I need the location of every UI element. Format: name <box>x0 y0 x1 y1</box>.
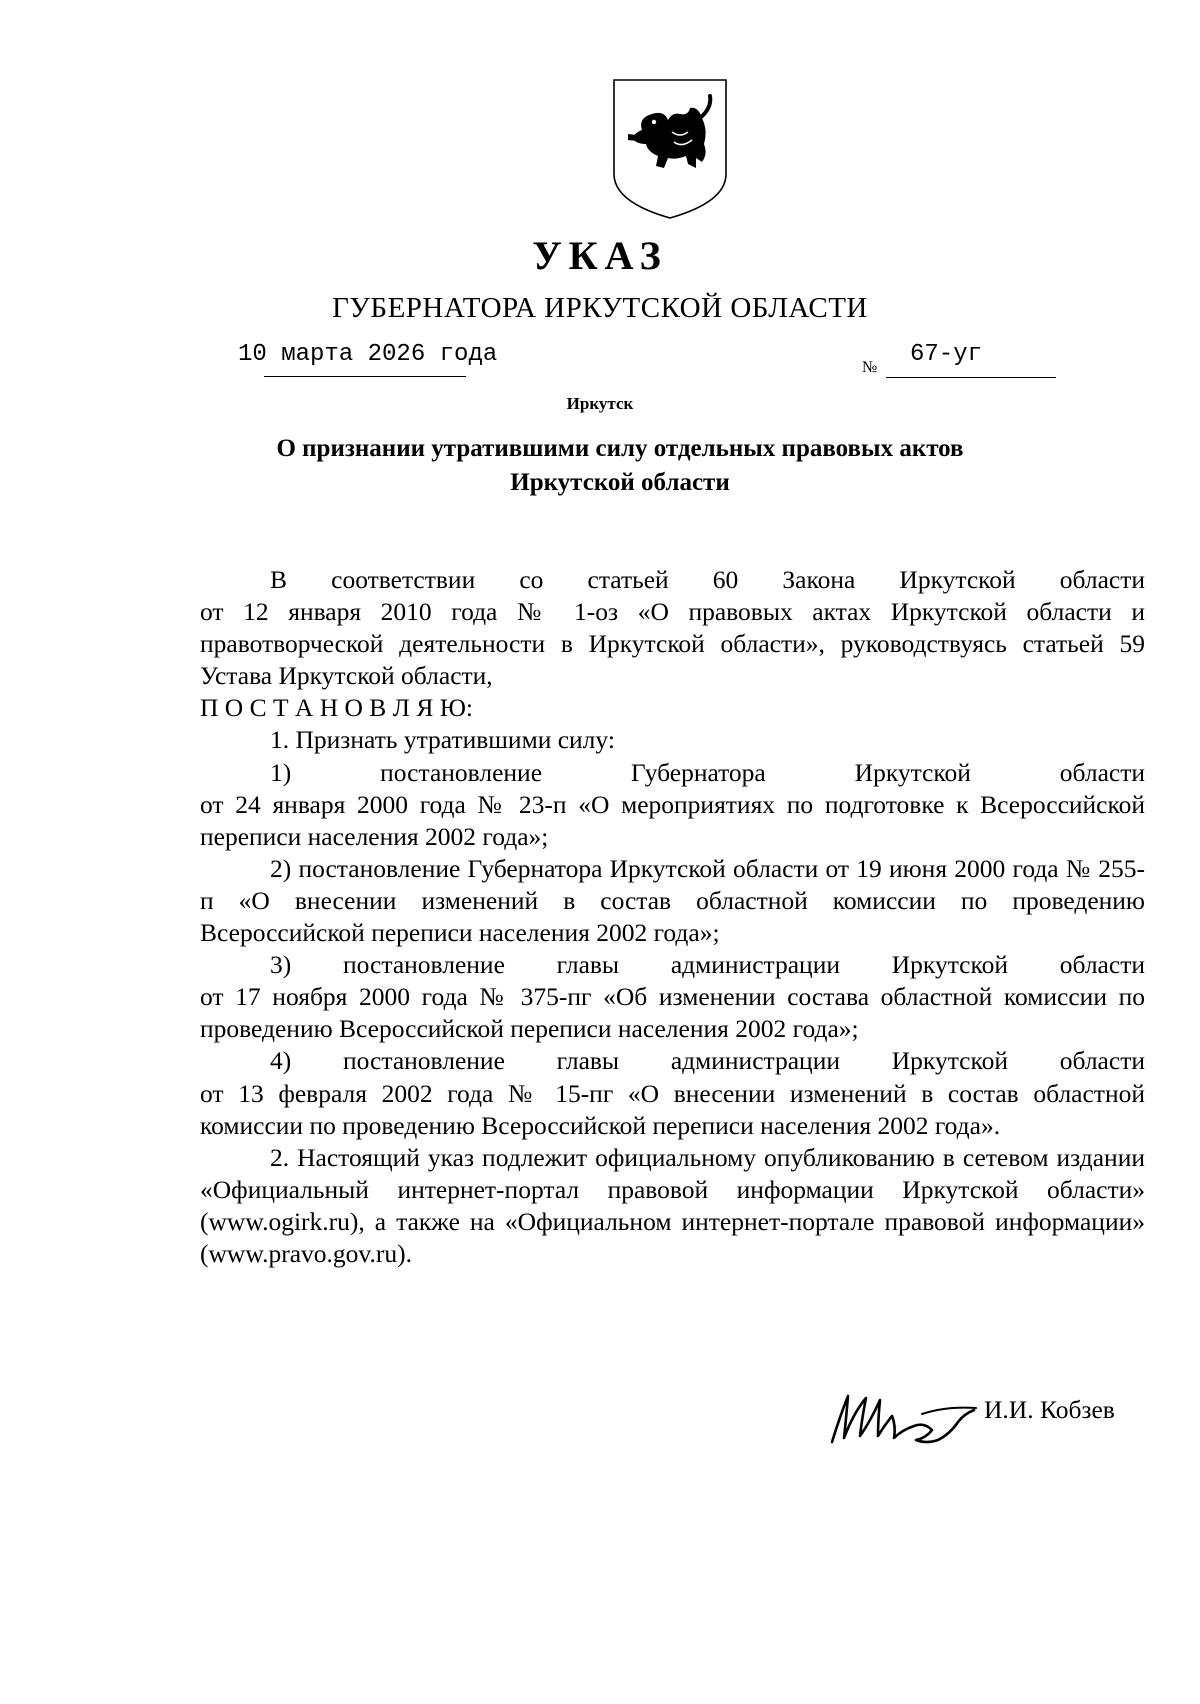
preamble-text: от 12 января 2010 года № 1-оз «О правовых актах Иркутской области и правотворческой деятельности в Иркутской области», руководствуясь статьей 59 Устава Иркутской области, <box>200 597 1145 691</box>
document-number: 67-уг <box>910 341 983 368</box>
subitem-3-first-line: 3) постановление главы администрации Иркутской области <box>270 950 1145 980</box>
date-underline <box>264 376 466 377</box>
document-issuer: ГУБЕРНАТОРА ИРКУТСКОЙ ОБЛАСТИ <box>332 292 868 324</box>
heading-line-1: О признании утратившими силу отдельных правовых актов <box>276 435 964 462</box>
item-1: 1. Признать утратившими силу: <box>270 725 615 755</box>
heading-line-2: Иркутской области <box>510 469 730 496</box>
decree-word: П О С Т А Н О В Л Я Ю: <box>200 693 474 723</box>
document-heading <box>220 432 1020 500</box>
subitem-3-text: от 17 ноября 2000 года № 375-пг «Об изменении состава областной комиссии по проведению Всероссийской переписи населения 2002 года»; <box>200 982 1145 1044</box>
subitem-1-text: от 24 января 2000 года № 23-п «О мероприятиях по подготовке к Всероссийской переписи населения 2002 года»; <box>200 789 1145 851</box>
number-underline <box>886 377 1056 378</box>
number-sign: № <box>862 359 878 376</box>
coat-of-arms-icon <box>612 78 728 220</box>
subitem-4-text: от 13 февраля 2002 года № 15-пг «О внесении изменений в состав областной комиссии по проведению Всероссийской переписи населения 2002 года». <box>200 1078 1145 1140</box>
document-title: УКАЗ <box>532 233 668 278</box>
document-body <box>200 564 1145 1270</box>
subitem-1-first-line: 1) постановление Губернатора Иркутской области <box>270 757 1145 787</box>
document-date: 10 марта 2026 года <box>238 341 498 368</box>
preamble-first-line: В соответствии со статьей 60 Закона Иркутской области <box>270 565 1145 594</box>
item-2: 2. Настоящий указ подлежит официальному опубликованию в сетевом издании «Официальный интернет-портал правовой информации Иркутской области» (www.ogirk.ru), а также на «Официальном интернет-портале правовой информации» (www.pravo.gov.ru). <box>200 1142 1145 1268</box>
subitem-2: 2) постановление Губернатора Иркутской области от 19 июня 2000 года № 255-п «О внесении изменений в состав областной комиссии по проведению Всероссийской переписи населения 2002 года»; <box>200 853 1145 948</box>
subitem-4-first-line: 4) постановление главы администрации Иркутской области <box>270 1046 1145 1076</box>
document-city: Иркутск <box>566 394 634 413</box>
signature-image <box>826 1386 986 1448</box>
signer-name: И.И. Кобзев <box>984 1395 1115 1424</box>
